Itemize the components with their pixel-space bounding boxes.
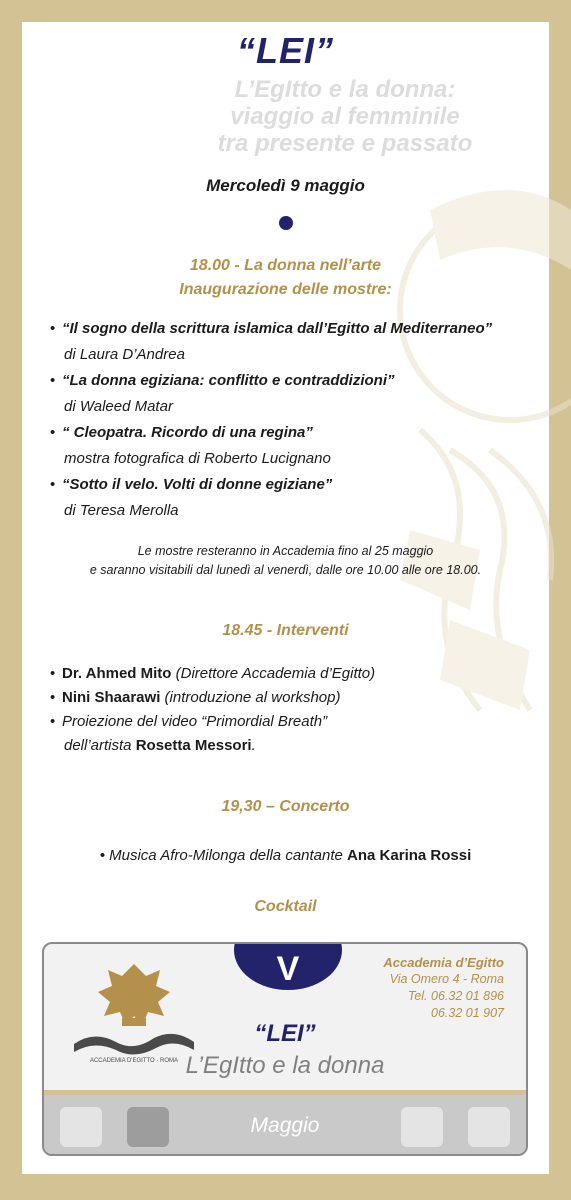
exhibition-author: di Waleed Matar (64, 398, 173, 415)
exhibition-author: di Teresa Merolla (64, 502, 179, 519)
singer-name: Ana Karina Rossi (347, 847, 472, 864)
list-item (50, 710, 550, 758)
contact-block (383, 954, 504, 1022)
artist-name: Rosetta Messori (135, 737, 252, 754)
footer-title: “LEI” (254, 1020, 316, 1047)
note-line-2: e saranno visitabili dal lunedì al venerdì, dalle ore 10.00 alle ore 18.00. (89, 563, 482, 577)
exhibition-title: “La donna egiziana: conflitto e contraddizioni” (62, 372, 395, 389)
subtitle-line-1: L’EgItto e la donna: (234, 76, 456, 103)
academy-crest-icon (64, 956, 204, 1066)
speaker-role: (introduzione al workshop) (160, 689, 341, 706)
exhibition-title: “ Cleopatra. Ricordo di una regina” (62, 424, 313, 441)
event-subtitle (110, 76, 571, 157)
talks-list (50, 662, 550, 758)
speaker-name: Dr. Ahmed Mito (62, 665, 172, 682)
academy-name: Accademia d’Egitto (383, 955, 504, 970)
list-item (50, 316, 550, 368)
section-art-time: 18.00 - La donna nell’arte (189, 257, 382, 274)
section-concert-heading: 19,30 – Concerto (221, 798, 350, 815)
list-item (50, 420, 550, 472)
event-title: “LEI” (236, 30, 334, 71)
crest-caption: ACCADEMIA D'EGITTO · ROMA (89, 1058, 179, 1064)
academy-phone-1: Tel. 06.32 01 896 (407, 989, 504, 1003)
video-projection: Proiezione del video “Primordial Breath” (62, 713, 328, 730)
speaker-name: Nini Shaarawi (62, 689, 161, 706)
list-item (50, 472, 550, 524)
exhibition-title: “Il sogno della scrittura islamica dall’Egitto al Mediterraneo” (62, 320, 493, 337)
edition-badge-label: V (276, 950, 300, 988)
speaker-role: (Direttore Accademia d’Egitto) (171, 665, 376, 682)
subtitle-line-2: viaggio al femminile (230, 103, 460, 130)
concert-text: • Musica Afro-Milonga della cantante (99, 847, 348, 864)
month-label: Maggio (250, 1114, 320, 1137)
footer-subtitle: L’EgItto e la donna (185, 1052, 385, 1079)
section-talks-heading: 18.45 - Interventi (222, 622, 349, 639)
academy-phone-2: 06.32 01 907 (431, 1006, 504, 1020)
exhibition-title: “Sotto il velo. Volti di donne egiziane” (62, 476, 333, 493)
separator-dot (279, 216, 293, 230)
exhibition-author: mostra fotografica di Roberto Lucignano (64, 450, 331, 467)
section-art-heading (0, 254, 571, 302)
edition-badge (234, 942, 342, 990)
exhibitions-list (50, 316, 550, 524)
exhibition-author: di Laura D’Andrea (64, 346, 185, 363)
artist-suffix: . (251, 737, 256, 754)
concert-line (0, 847, 571, 864)
exhibition-note (0, 542, 571, 580)
list-item (50, 662, 550, 686)
note-line-1: Le mostre resteranno in Accademia fino al 25 maggio (137, 544, 434, 558)
footer-panel (42, 942, 528, 1156)
video-artist-line (62, 734, 550, 758)
subtitle-line-3: tra presente e passato (217, 130, 473, 157)
section-cocktail-heading: Cocktail (254, 898, 317, 915)
artist-prefix: dell’artista (64, 737, 136, 754)
list-item (50, 368, 550, 420)
list-item (50, 686, 550, 710)
event-date: Mercoledì 9 maggio (206, 176, 365, 195)
academy-address: Via Omero 4 - Roma (389, 972, 504, 986)
section-art-subheading: Inaugurazione delle mostre: (179, 281, 392, 298)
